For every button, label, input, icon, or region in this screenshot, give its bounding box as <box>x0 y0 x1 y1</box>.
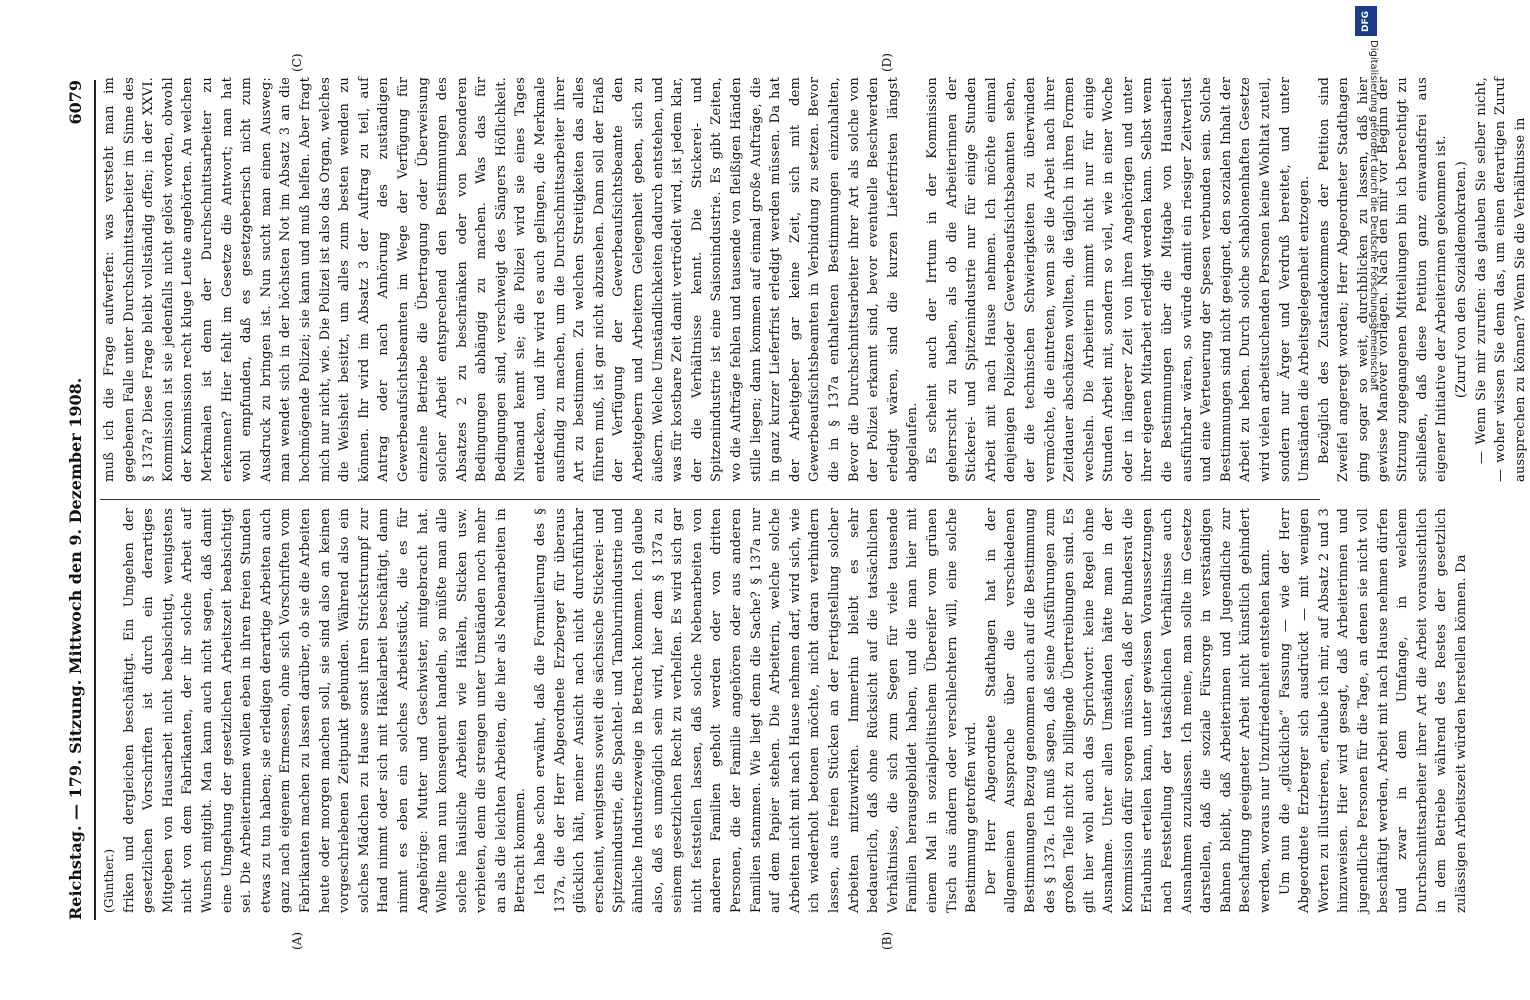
paragraph: Um nun die „glückliche“ Fassung — wie der Herr Abgeordnete Erzberger sich ausdrückt — mit wenigen Worten zu illustrieren, erlaube ich mir, auf Absatz 2 und 3 hinzuweisen. Hier wird gesagt, daß Arbeiterinnen und jugendliche Personen für die Tage, an denen sie nicht voll beschäftigt werden, Arbeit mit nach Hause nehmen dürfen und zwar in dem Umfange, in welchem Durchschnittsarbeiter ihrer Art die Arbeit voraussichtlich in dem Betriebe während des Restes der gesetzlich zulässigen Arbeitszeit würden herstellen können. Da <box>1277 508 1469 913</box>
paragraph: — Wenn Sie mir zurufen: das glauben Sie selber nicht, — woher wissen Sie denn das, um einen derartigen Zuruf aussprechen zu können? Wenn Sie die Verhältnisse in <box>1473 77 1528 482</box>
paragraph: muß ich die Frage aufwerfen: was versteht man im gegebenen Falle unter Durchschnittsarbeiter im Sinne des § 137a? Diese Frage bleibt vollständig offen; in der XXVI. Kommission ist sie jedenfalls nicht gelöst worden, obwohl der Kommission recht kluge Leute angehörten. An welchen Merkmalen ist denn der Durchschnittsarbeiter zu erkennen? Hier fehlt im Gesetze die Antwort; man hat wohl empfunden, daß es gesetzgeberisch nicht zum Ausdruck zu bringen ist. Nun sucht man einen Ausweg: man wendet sich in der höchsten Not im Absatz 3 an die hochmögende Polizei; sie kann und muß helfen. Aber fragt mich nur nicht, wie. Die Polizei ist also das Organ, welches die Weisheit besitzt, um alles zum besten wenden zu können. Ihr wird im Absatz 3 der Auftrag zu teil, auf Antrag oder nach Anhörung des zuständigen Gewerbeaufsichtsbeamten im Wege der Verfügung für einzelne Betriebe die Übertragung oder Überweisung solcher Arbeit entsprechend den Bestimmungen des Absatzes 2 zu beschränken oder von besonderen Bedingungen abhängig zu machen. Was das für Bedingungen sind, verschweigt des Sängers Höflichkeit. Niemand kennt sie; die Polizei wird sie eines Tages entdecken, und ihr wird es auch gelingen, die Merkmale ausfindig zu machen, um die Durchschnittsarbeiter ihrer Art zu bestimmen. Zu welchen Streitigkeiten das alles führen muß, ist gar nicht abzusehen. Dann soll der Erlaß der Verfügung der Gewerbeaufsichtsbeamte den Arbeitgebern und Arbeitern Gelegenheit geben, sich zu äußern. Welche Umständlichkeiten dadurch entstehen, und was für kostbare Zeit damit vertrödelt wird, ist jedem klar, der die Verhältnisse kennt. Die Stickerei- und Spitzenindustrie ist eine Saisonindustrie. Es gibt Zeiten, wo die Aufträge fehlen und tausende von fleißigen Händen stille liegen; dann kommen auf einmal große Aufträge, die in ganz kurzer Lieferfrist erledigt werden müssen. Da hat der Arbeitgeber gar keine Zeit, sich mit dem Gewerbeaufsichtsbeamten in Verbindung zu setzen. Bevor die in § 137a enthaltenen Bestimmungen einzuhalten, Bevor die Durchschnittsarbeiter ihrer Art als solche von der Polizei erkannt sind, bevor eventuelle Beschwerden erledigt wären, sind die kurzen Lieferfristen längst abgelaufen. <box>102 77 921 482</box>
left-column <box>100 508 1472 913</box>
paragraph: Bezüglich des Zustandekommens der Petition sind Zweifel angeregt worden; Herr Abgeordneter Stadthagen ging sogar so weit, durchblicken zu lassen, daß hier gewisse Manöver vorlägen. Nach den mir vor Beginn der Sitzung zugegangenen Mitteilungen bin ich berechtigt zu schließen, daß diese Petition ganz einwandsfrei aus eigener Initiative der Arbeiterinnen gekommen ist. <box>1316 77 1450 482</box>
margin-marker-a: (A) <box>290 931 304 950</box>
right-column <box>100 77 1530 482</box>
paragraph: friken und dergleichen beschäftigt. Ein Umgehen der gesetzlichen Vorschriften ist durch ein derartiges Mitgeben von Hausarbeit nicht beabsichtigt, wenigstens nicht von dem Fabrikanten, der ihr solche Arbeit auf Wunsch mitgibt. Man kann auch nicht sagen, daß damit eine Umgehung der gesetzlichen Arbeitszeit beabsichtigt sei. Die Arbeiterinnen wollen eben in ihren freien Stunden etwas zu tun haben; sie erledigen derartige Arbeiten auch ganz nach eigenem Ermessen, ohne sich Vorschriften vom Fabrikanten machen zu lassen darüber, ob sie die Arbeiten heute oder morgen machen soll, sie sind also an keinen vorgeschriebenen Zeitpunkt gebunden. Während also ein solches Mädchen zu Hause sonst ihren Strickstrumpf zur Hand nimmt oder sich mit Häkelarbeit beschäftigt, dann nimmt es eben ein solches Arbeitsstück, die es für Angehörige: Mutter und Geschwister, mitgebracht hat. Wollte man nun konsequent handeln, so müßte man alle solche häusliche Arbeiten wie Häkeln, Sticken usw. verbieten, denn die strengen unter Umständen noch mehr an als die leichten Arbeiten, die hier als Nebenarbeiten in Betracht kommen. <box>121 508 529 913</box>
column-divider <box>100 499 1320 500</box>
page-number: 6079 <box>66 80 85 125</box>
speaker-name: (Günther.) <box>102 848 116 913</box>
paragraph: Ich habe schon erwähnt, daß die Formulierung des § 137a, die der Herr Abgeordnete Erzberger für überaus glücklich hält, meiner Ansicht nach nicht durchführbar erscheint, wenigstens soweit die sächsische Stickerei- und Spitzenindustrie, die Spachtel- und Tamburinindustrie und ähnliche Industriezweige in Betracht kommen. Ich glaube also, daß es unmöglich sein wird, hier dem § 137a zu seinem gesetzlichen Recht zu verhelfen. Es wird sich gar nicht feststellen lassen, daß solche Nebenarbeiten von anderen Familien geholt werden oder von dritten Personen, die der Familie angehören oder aus anderen Familien stammen. Wie liegt denn die Sache? § 137a nur auf dem Papier stehen. Die Arbeiterin, welche solche Arbeiten nicht mit nach Hause nehmen darf, wird sich, wie ich wiederholt betonen möchte, nicht daran verhindern lassen, aus freien Stücken an der Fertigstellung solcher Arbeiten mitzuwirken. Immerhin bleibt es sehr bedauerlich, daß ohne Rücksicht auf die tatsächlichen Verhältnisse, die sich zum Segen für viele tausende Familien herausgebildet haben, und die man hier mit einem Mal in sozialpolitischem Übereifer vom grünen Tisch aus ändern oder verschlechtern will, eine solche Bestimmung getroffen wird. <box>533 508 980 913</box>
margin-marker-d: (D) <box>880 53 894 72</box>
page-header <box>62 80 92 920</box>
dfg-logo: DFG <box>1355 6 1377 36</box>
interjection: (Zuruf von den Sozialdemokraten.) <box>1453 161 1469 398</box>
margin-marker-b: (B) <box>880 931 894 950</box>
digitization-credit: Digitalisierung gefördert durch die Deutsche Forschungsgemeinschaft <box>1368 40 1379 391</box>
running-title: Reichstag. — 179. Sitzung. Mittwoch den 9. Dezember 1908. <box>66 377 85 920</box>
margin-marker-c: (C) <box>290 53 304 72</box>
header-rule <box>94 80 96 920</box>
paragraph: Der Herr Abgeordnete Stadthagen hat in der allgemeinen Aussprache über die verschiedenen Bestimmungen Bezug genommen auch auf die Bestimmung des § 137a. Ich muß sagen, daß seine Ausführungen zum großen Teile nicht zu billigende Übertreibungen sind. Es gilt hier wohl auch das Sprichwort: keine Regel ohne Ausnahme. Unter allen Umständen hätte man in der Kommission dafür sorgen müssen, daß der Bundesrat die Erlaubnis erteilen kann, unter gewissen Voraussetzungen nach Feststellung der tatsächlichen Verhältnisse auch Ausnahmen zuzulassen. Ich meine, man sollte im Gesetze darstellen, daß die soziale Fürsorge in verständigen Bahnen bleibt, daß Arbeiterinnen und Jugendliche zur Beschaffung geeigneter Arbeit nicht künstlich gehindert werden, woraus nur Unzufriedenheit entstehen kann. <box>983 508 1274 913</box>
paragraph: Es scheint auch der Irrtum in der Kommission geherrscht zu haben, als ob die Arbeiterinnen der Stickerei- und Spitzenindustrie nur für einige Stunden Arbeit mit nach Hause nehmen. Ich möchte einmal denjenigen Polizeioder Gewerbeaufsichtsbeamten sehen, der die technischen Schwierigkeiten zu überwinden vermöchte, die eintreten, wenn sie die Arbeit nach ihrer Zeitdauer abschätzen wollten, die täglich in ihren Formen wechseln. Die Arbeiterin nimmt nicht nur für einige Stunden Arbeit mit, sondern so viel, wie in einer Woche oder in längerer Zeit von ihren Angehörigen und unter ihrer eigenen Mitarbeit erledigt werden kann. Selbst wenn die Bestimmungen über die Mitgabe von Hausarbeit ausführbar wären, so würde damit ein riesiger Zeitverlust und eine Verteuerung der Spesen verbunden sein. Solche Bestimmungen sind nicht geeignet, den sozialen Inhalt der Arbeit zu heben. Durch solche schablonenhaften Gesetze wird vielen arbeitsuchenden Personen keine Wohltat zuteil, sondern nur Ärger und Verdruß bereitet, und unter Umständen die Arbeitsgelegenheit entzogen. <box>924 77 1313 482</box>
